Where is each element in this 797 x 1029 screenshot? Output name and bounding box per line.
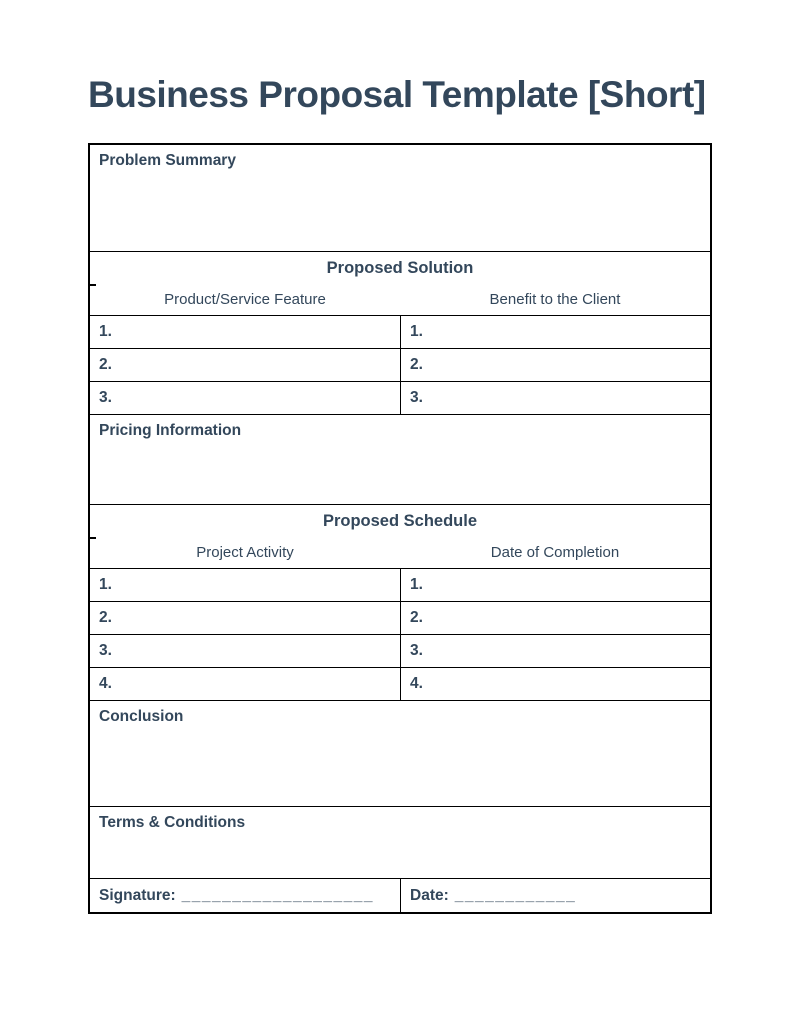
problem-summary-cell (90, 145, 710, 252)
schedule-date-cell-4: 4. (400, 668, 710, 700)
solution-benefit-cell-3: 3. (400, 382, 710, 414)
signature-cell (90, 879, 400, 912)
schedule-date-cell-2: 2. (400, 602, 710, 634)
solution-column-headers (90, 284, 710, 316)
schedule-activity-cell-3: 3. (99, 642, 112, 659)
problem-summary-label: Problem Summary (99, 152, 236, 169)
solution-feature-cell-2: 2. (99, 356, 112, 373)
table-row (90, 349, 710, 382)
schedule-date-cell-3: 3. (400, 635, 710, 667)
solution-benefit-cell-2: 2. (400, 349, 710, 381)
document-title: Business Proposal Template [Short] (88, 74, 706, 115)
signature-label: Signature: (99, 886, 176, 904)
proposal-table (88, 143, 712, 914)
schedule-activity-cell-4: 4. (99, 675, 112, 692)
completion-column-header: Date of Completion (490, 544, 620, 561)
solution-feature-cell-1: 1. (99, 323, 112, 340)
feature-column-header: Product/Service Feature (164, 291, 326, 308)
pricing-information-label: Pricing Information (99, 422, 242, 439)
proposed-schedule-heading: Proposed Schedule (322, 511, 478, 530)
schedule-date-cell-1: 1. (400, 569, 710, 601)
conclusion-cell (90, 701, 710, 807)
proposed-solution-heading: Proposed Solution (326, 258, 474, 277)
table-row (90, 316, 710, 349)
schedule-activity-cell-1: 1. (99, 576, 112, 593)
date-cell (400, 879, 710, 912)
benefit-column-header: Benefit to the Client (489, 291, 621, 308)
conclusion-label: Conclusion (99, 708, 184, 725)
terms-conditions-label: Terms & Conditions (99, 814, 246, 831)
signature-line: ___________________ (181, 886, 374, 904)
solution-benefit-cell-1: 1. (400, 316, 710, 348)
pricing-information-cell (90, 415, 710, 505)
schedule-column-headers (90, 537, 710, 569)
table-row (90, 382, 710, 415)
table-row (90, 602, 710, 635)
table-row (90, 668, 710, 701)
table-row (90, 569, 710, 602)
date-label: Date: (410, 886, 449, 904)
schedule-activity-cell-2: 2. (99, 609, 112, 626)
activity-column-header: Project Activity (196, 544, 294, 561)
signature-date-row (90, 879, 710, 912)
date-line: ____________ (454, 886, 577, 904)
table-row (90, 635, 710, 668)
solution-feature-cell-3: 3. (99, 389, 112, 406)
terms-conditions-cell (90, 807, 710, 879)
